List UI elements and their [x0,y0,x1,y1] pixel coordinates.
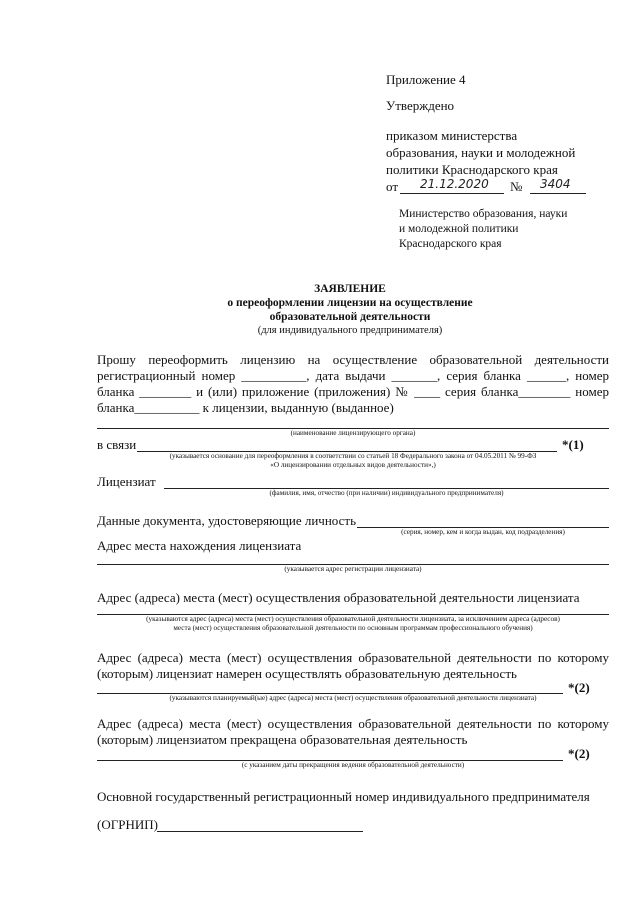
activity-address-hint-2: места (мест) осуществления образовательной деятельности по основным программам профессионального обучения) [173,624,533,632]
document-subtitle-3: (для индивидуального предпринимателя) [257,325,443,336]
request-line-4: бланка__________ к лицензии, выданную (выданное) [97,400,394,415]
order-number-sign: № [510,179,523,194]
order-from-label: от [386,179,399,194]
order-date-handwritten: 21.12.2020 [420,177,489,191]
activity-address-hint-1: (указываются адрес (адреса) места (мест) осуществления образовательной деятельности лицензиата, за исключением адреса (адресов) [146,615,560,623]
planned-address-label-2: (которым) лицензиат намерен осуществлять образовательную деятельность [97,666,517,681]
ogrnip-label-1: Основной государственный регистрационный номер индивидуального предпринимателя [97,789,590,804]
request-line-3: бланка ________ и (или) приложение (приложения) № ____ серия бланка________ номер [97,384,609,399]
order-line-2: образования, науки и молодежной [386,145,576,160]
authority-hint: (наименование лицензирующего органа) [290,429,416,437]
stopped-address-hint: (с указанием даты прекращения ведения образовательной деятельности) [241,761,465,769]
id-document-label: Данные документа, удостоверяющие личность [97,513,356,528]
document-title: ЗАЯВЛЕНИЕ [314,283,386,295]
request-line-1: Прошу переоформить лицензию на осуществление образовательной деятельности [97,352,609,367]
document-subtitle-2: образовательной деятельности [269,311,431,323]
reason-label: в связи [97,437,137,452]
ogrnip-label-2: (ОГРНИП) [97,817,158,832]
activity-address-label: Адрес (адреса) места (мест) осуществления образовательной деятельности лицензиата [97,590,580,605]
address-hint: (указывается адрес регистрации лицензиата) [284,565,422,573]
footnote-2-planned: *(2) [568,680,590,695]
planned-address-hint: (указываются планируемый(ые) адрес (адреса) места (мест) осуществления образовательной деятельности лицензиата) [169,694,537,702]
licensee-hint: (фамилия, имя, отчество (при наличии) индивидуального предпринимателя) [269,489,504,497]
planned-address-label-1: Адрес (адреса) места (мест) осуществления образовательной деятельности по которому [97,650,609,665]
stopped-address-label-2: (которым) лицензиатом прекращена образовательная деятельность [97,732,468,747]
addressee-line-1: Министерство образования, науки [399,208,568,220]
order-number-line [530,193,586,194]
ogrnip-field-line [157,831,363,832]
addressee-line-2: и молодежной политики [399,223,519,235]
appendix-label: Приложение 4 [386,72,466,87]
order-line-3: политики Краснодарского края [386,162,558,177]
document-subtitle-1: о переоформлении лицензии на осуществление [227,297,473,309]
order-date-line [400,193,504,194]
order-line-1: приказом министерства [386,128,518,143]
footnote-1: *(1) [562,437,584,452]
order-number-handwritten: 3404 [540,177,571,191]
addressee-line-3: Краснодарского края [399,238,502,250]
footnote-2-stopped: *(2) [568,746,590,761]
reason-hint-2: «О лицензировании отдельных видов деятельности»,) [270,461,436,469]
id-document-hint: (серия, номер, кем и когда выдан, код подразделения) [401,528,565,536]
licensee-label: Лицензиат [97,474,156,489]
request-line-2: регистрационный номер __________, дата выдачи _______, серия бланка ______, номер [97,368,609,383]
address-label: Адрес места нахождения лицензиата [97,538,302,553]
approved-label: Утверждено [386,98,455,113]
reason-hint-1: (указывается основание для переоформления в соответствии со статьей 18 Федерального закона от 04.05.2011 № 99-ФЗ [169,452,537,460]
stopped-address-label-1: Адрес (адреса) места (мест) осуществления образовательной деятельности по которому [97,716,609,731]
